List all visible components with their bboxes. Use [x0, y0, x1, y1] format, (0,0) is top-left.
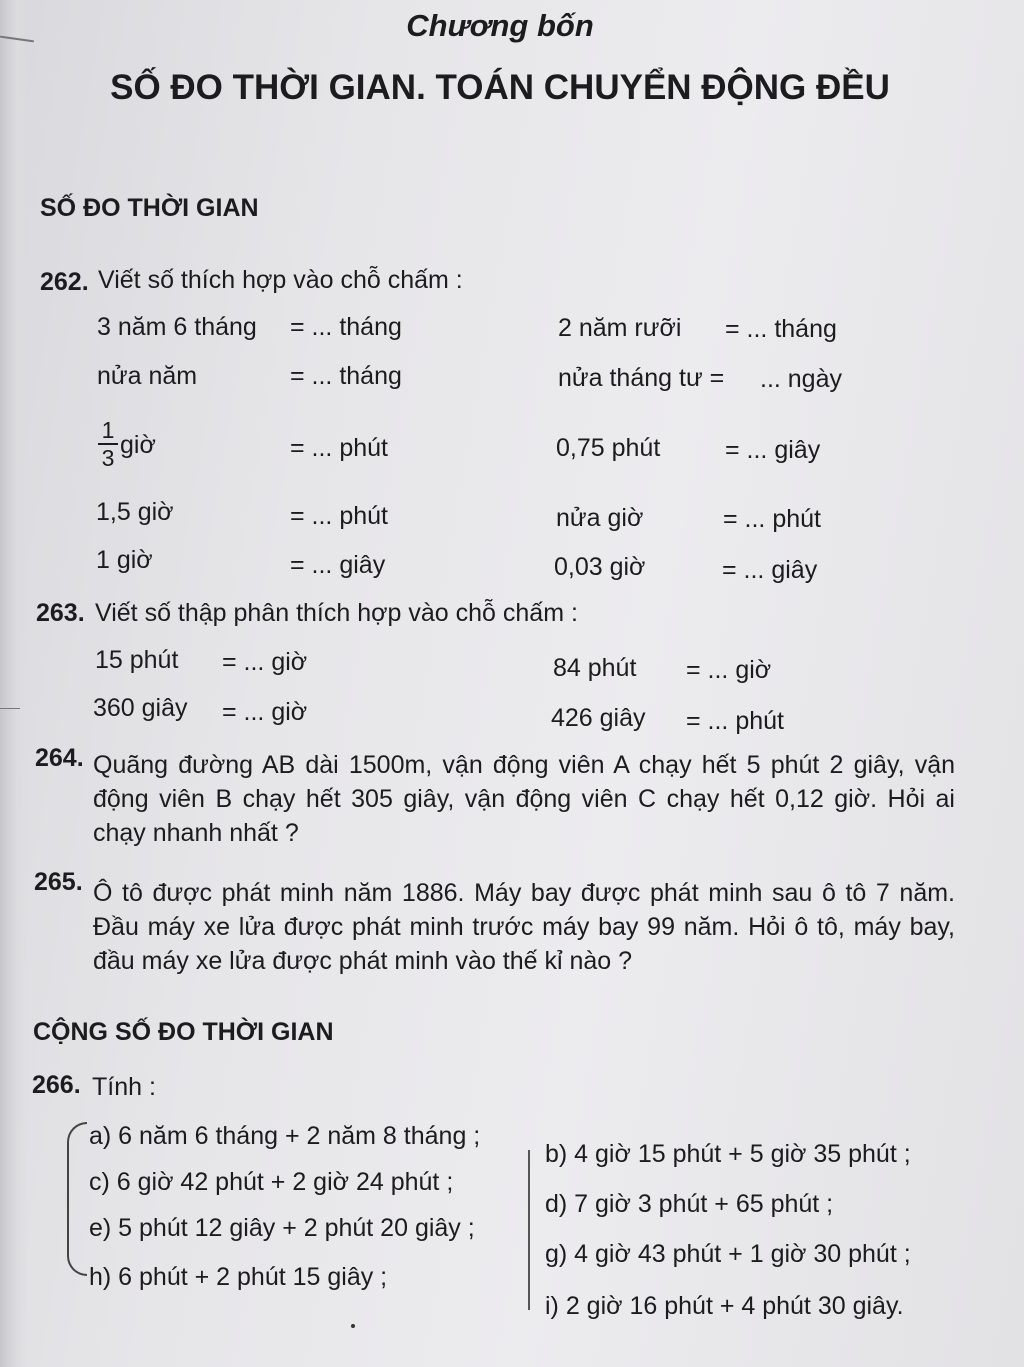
fraction-one-third — [98, 418, 118, 470]
conversion-lhs: 426 giây — [551, 704, 646, 732]
conversion-rhs: = ... giờ — [686, 656, 772, 684]
exercise-item: i) 2 giờ 16 phút + 4 phút 30 giây. — [545, 1292, 904, 1320]
conversion-lhs: giờ — [120, 431, 156, 459]
section-heading-time-measure: SỐ ĐO THỜI GIAN — [40, 194, 259, 222]
conversion-lhs: nửa năm — [97, 362, 198, 390]
problem-statement: Viết số thích hợp vào chỗ chấm : — [98, 266, 463, 294]
conversion-lhs: nửa giờ — [556, 504, 644, 532]
problem-statement: Ô tô được phát minh năm 1886. Máy bay được phát minh sau ô tô 7 năm. Đầu máy xe lửa được phát minh trước máy bay 99 năm. Hỏi ô tô, máy bay, đầu máy xe lửa được phát minh vào thế kỉ nào ? — [93, 879, 955, 975]
conversion-rhs: = ... giây — [725, 436, 821, 464]
conversion-rhs: = ... giây — [290, 551, 386, 579]
exercise-item: c) 6 giờ 42 phút + 2 giờ 24 phút ; — [89, 1168, 454, 1196]
exercise-item: b) 4 giờ 15 phút + 5 giờ 35 phút ; — [545, 1140, 911, 1168]
conversion-rhs: ... ngày — [760, 365, 842, 393]
left-brace — [67, 1122, 87, 1276]
conversion-rhs: = ... phút — [290, 502, 388, 530]
conversion-lhs: 3 năm 6 tháng — [97, 313, 257, 341]
conversion-rhs: = ... giờ — [222, 648, 308, 676]
conversion-lhs: 1,5 giờ — [96, 498, 174, 526]
problem-statement: Quãng đường AB dài 1500m, vận động viên A chạy hết 5 phút 2 giây, vận động viên B chạy hết 305 giây, vận động viên C chạy hết 0,12 giờ. Hỏi ai chạy nhanh nhất ? — [93, 751, 955, 847]
conversion-lhs: 360 giây — [93, 694, 188, 722]
conversion-lhs: 84 phút — [553, 654, 637, 682]
chapter-heading: Chương bốn — [406, 8, 594, 43]
conversion-rhs: = ... phút — [723, 505, 821, 533]
conversion-lhs: 0,75 phút — [556, 434, 661, 462]
conversion-rhs: = ... giây — [722, 556, 818, 584]
column-divider — [528, 1150, 530, 1310]
conversion-rhs: = ... phút — [290, 434, 388, 462]
ink-speck — [351, 1324, 355, 1328]
problem-number: 266. — [32, 1071, 81, 1099]
fraction-denominator: 3 — [101, 445, 115, 471]
conversion-lhs: 0,03 giờ — [554, 553, 646, 581]
chapter-title: SỐ ĐO THỜI GIAN. TOÁN CHUYỂN ĐỘNG ĐỀU — [110, 68, 890, 107]
page-edge-line — [0, 708, 20, 709]
conversion-rhs: = ... tháng — [290, 313, 402, 341]
exercise-item: a) 6 năm 6 tháng + 2 năm 8 tháng ; — [89, 1122, 481, 1150]
problem-number: 264. — [35, 744, 84, 772]
conversion-rhs: = ... phút — [686, 707, 784, 735]
conversion-rhs: = ... tháng — [725, 315, 837, 343]
problem-number: 263. — [36, 599, 85, 627]
exercise-item: e) 5 phút 12 giây + 2 phút 20 giây ; — [89, 1214, 475, 1242]
conversion-lhs: nửa tháng tư = — [558, 364, 725, 392]
section-heading-adding-time: CỘNG SỐ ĐO THỜI GIAN — [33, 1018, 334, 1046]
conversion-lhs: 15 phút — [95, 646, 179, 674]
exercise-item: g) 4 giờ 43 phút + 1 giờ 30 phút ; — [545, 1240, 911, 1268]
conversion-rhs: = ... giờ — [222, 698, 308, 726]
problem-statement: Tính : — [92, 1073, 156, 1101]
problem-statement: Viết số thập phân thích hợp vào chỗ chấm : — [95, 599, 578, 627]
fraction-numerator: 1 — [101, 417, 115, 443]
conversion-lhs: 1 giờ — [96, 546, 153, 574]
page-gutter-shadow — [0, 0, 28, 1367]
conversion-rhs: = ... tháng — [290, 362, 402, 390]
problem-number: 265. — [34, 868, 83, 896]
exercise-item: h) 6 phút + 2 phút 15 giây ; — [89, 1263, 388, 1291]
exercise-item: d) 7 giờ 3 phút + 65 phút ; — [545, 1190, 834, 1218]
problem-number: 262. — [40, 268, 89, 296]
conversion-lhs: 2 năm rưỡi — [558, 314, 682, 342]
